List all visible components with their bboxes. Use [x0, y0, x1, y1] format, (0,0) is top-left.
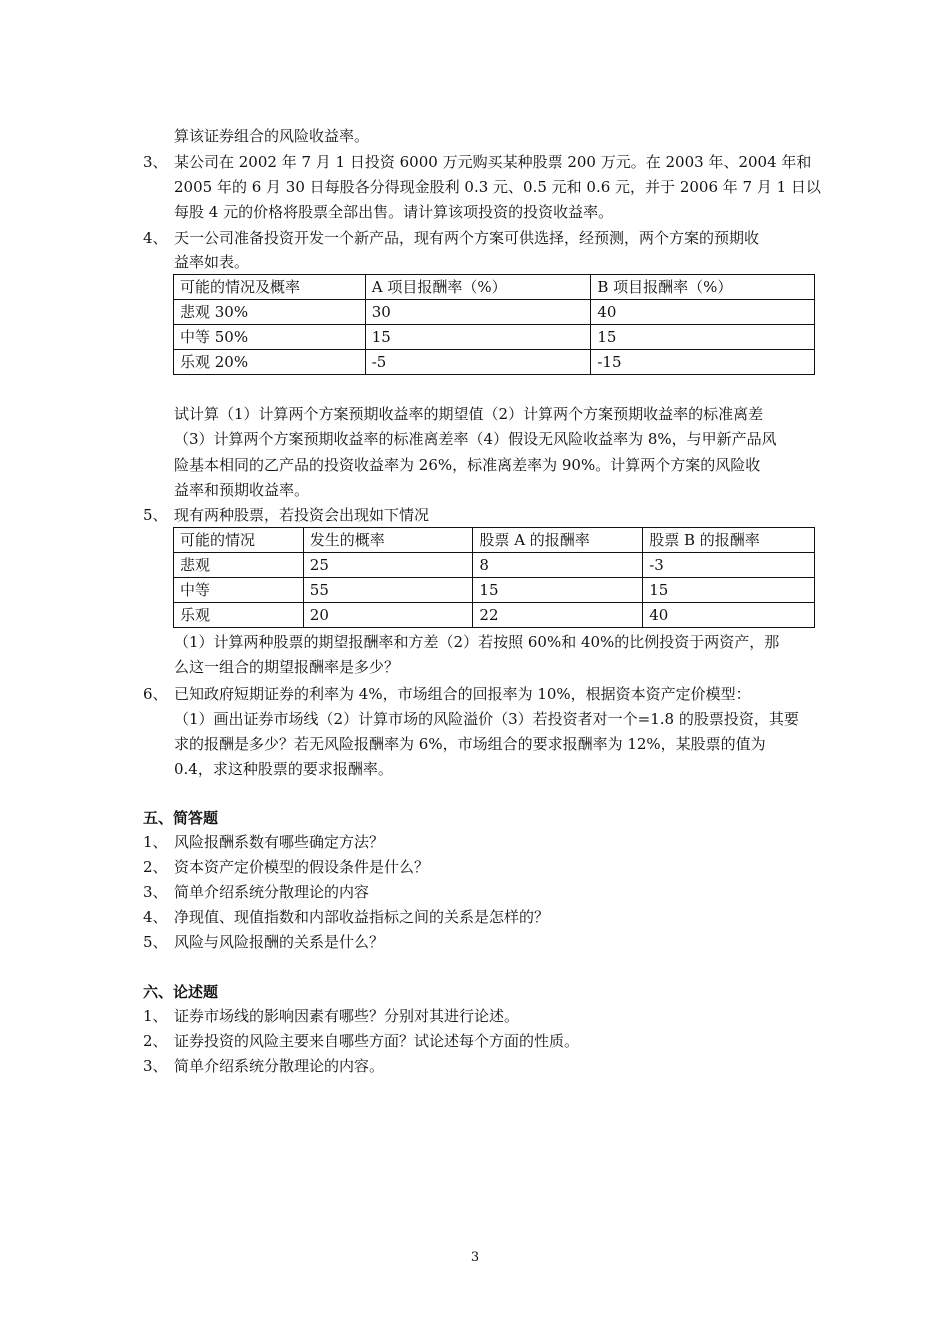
short-answer-item: 简单介绍系统分散理论的内容	[174, 883, 370, 901]
short-answer-item: 净现值、现值指数和内部收益指标之间的关系是怎样的？	[174, 908, 550, 926]
table-cell: 25	[303, 553, 473, 578]
table-cell: 中等 50%	[174, 325, 366, 350]
q6-line-1: 已知政府短期证券的利率为 4%，市场组合的回报率为 10%，根据资本资产定价模型：	[174, 685, 751, 703]
table-cell: 55	[303, 578, 473, 603]
table-cell: 30	[365, 300, 591, 325]
table-cell: 40	[591, 300, 815, 325]
short-answer-item: 资本资产定价模型的假设条件是什么？	[174, 858, 430, 876]
q6-line-2: （1）画出证券市场线（2）计算市场的风险溢价（3）若投资者对一个=1.8 的股票投资，其要	[174, 710, 799, 728]
q4-line-1: 天一公司准备投资开发一个新产品，现有两个方案可供选择，经预测，两个方案的预期收	[174, 229, 760, 247]
short-answer-item: 风险与风险报酬的关系是什么？	[174, 933, 385, 951]
table-cell: 15	[365, 325, 591, 350]
q5-table	[173, 527, 815, 628]
essay-heading: 六、论述题	[143, 983, 219, 1001]
table-cell: 悲观 30%	[174, 300, 366, 325]
essay-number: 3、	[143, 1057, 168, 1075]
table-cell: 悲观	[174, 553, 304, 578]
table-header-cell: 可能的情况	[174, 528, 304, 553]
table-header-cell: 股票 B 的报酬率	[643, 528, 815, 553]
q4-line-2: 益率如表。	[174, 253, 250, 271]
table-cell: 15	[643, 578, 815, 603]
q4-table	[173, 274, 815, 375]
q4-after-line-2: （3）计算两个方案预期收益率的标准离差率（4）假设无风险收益率为 8%，与甲新产品风	[174, 430, 777, 448]
short-answer-heading: 五、简答题	[143, 809, 219, 827]
table-row	[174, 578, 815, 603]
q4-number: 4、	[143, 229, 168, 247]
table-cell: -15	[591, 350, 815, 375]
table-header-cell: A 项目报酬率（%）	[365, 275, 591, 300]
table-row	[174, 603, 815, 628]
table-header-cell: 发生的概率	[303, 528, 473, 553]
q2-tail: 算该证券组合的风险收益率。	[174, 127, 370, 145]
table-header-cell: 可能的情况及概率	[174, 275, 366, 300]
short-answer-item: 风险报酬系数有哪些确定方法？	[174, 833, 385, 851]
table-cell: 乐观 20%	[174, 350, 366, 375]
q4-after-line-3: 险基本相同的乙产品的投资收益率为 26%，标准离差率为 90%。计算两个方案的风险收	[174, 456, 761, 474]
table-cell: 15	[473, 578, 643, 603]
short-answer-number: 5、	[143, 933, 168, 951]
table-cell: 中等	[174, 578, 304, 603]
table-cell: 20	[303, 603, 473, 628]
table-cell: 40	[643, 603, 815, 628]
table-cell: 22	[473, 603, 643, 628]
table-cell: 乐观	[174, 603, 304, 628]
table-row	[174, 553, 815, 578]
table-row	[174, 350, 815, 375]
q3-number: 3、	[143, 153, 168, 171]
table-header-row	[174, 275, 815, 300]
q6-number: 6、	[143, 685, 168, 703]
q6-line-3: 求的报酬是多少？若无风险报酬率为 6%，市场组合的要求报酬率为 12%，某股票的值为	[174, 735, 766, 753]
q6-line-4: 0.4，求这种股票的要求报酬率。	[174, 760, 393, 778]
table-header-cell: 股票 A 的报酬率	[473, 528, 643, 553]
table-header-cell: B 项目报酬率（%）	[591, 275, 815, 300]
short-answer-number: 3、	[143, 883, 168, 901]
essay-item: 证券市场线的影响因素有哪些？分别对其进行论述。	[174, 1007, 520, 1025]
page-number: 3	[470, 1250, 480, 1265]
q4-after-line-4: 益率和预期收益率。	[174, 481, 310, 499]
essay-number: 2、	[143, 1032, 168, 1050]
essay-item: 简单介绍系统分散理论的内容。	[174, 1057, 385, 1075]
q4-after-line-1: 试计算（1）计算两个方案预期收益率的期望值（2）计算两个方案预期收益率的标准离差	[174, 405, 764, 423]
q5-number: 5、	[143, 506, 168, 524]
table-row	[174, 300, 815, 325]
table-cell: -3	[643, 553, 815, 578]
essay-item: 证券投资的风险主要来自哪些方面？试论述每个方面的性质。	[174, 1032, 580, 1050]
q5-after-line-1: （1）计算两种股票的期望报酬率和方差（2）若按照 60%和 40%的比例投资于两资产，那	[174, 633, 780, 651]
q5-after-line-2: 么这一组合的期望报酬率是多少？	[174, 658, 400, 676]
q3-line-3: 每股 4 元的价格将股票全部出售。请计算该项投资的投资收益率。	[174, 203, 614, 221]
table-cell: 8	[473, 553, 643, 578]
essay-number: 1、	[143, 1007, 168, 1025]
table-row	[174, 325, 815, 350]
table-cell: -5	[365, 350, 591, 375]
q5-line-1: 现有两种股票，若投资会出现如下情况	[174, 506, 430, 524]
q3-line-2: 2005 年的 6 月 30 日每股各分得现金股利 0.3 元、0.5 元和 0.6 元，并于 2006 年 7 月 1 日以	[174, 178, 821, 196]
short-answer-number: 1、	[143, 833, 168, 851]
table-cell: 15	[591, 325, 815, 350]
short-answer-number: 4、	[143, 908, 168, 926]
short-answer-number: 2、	[143, 858, 168, 876]
q3-line-1: 某公司在 2002 年 7 月 1 日投资 6000 万元购买某种股票 200 万元。在 2003 年、2004 年和	[174, 153, 812, 171]
table-header-row	[174, 528, 815, 553]
